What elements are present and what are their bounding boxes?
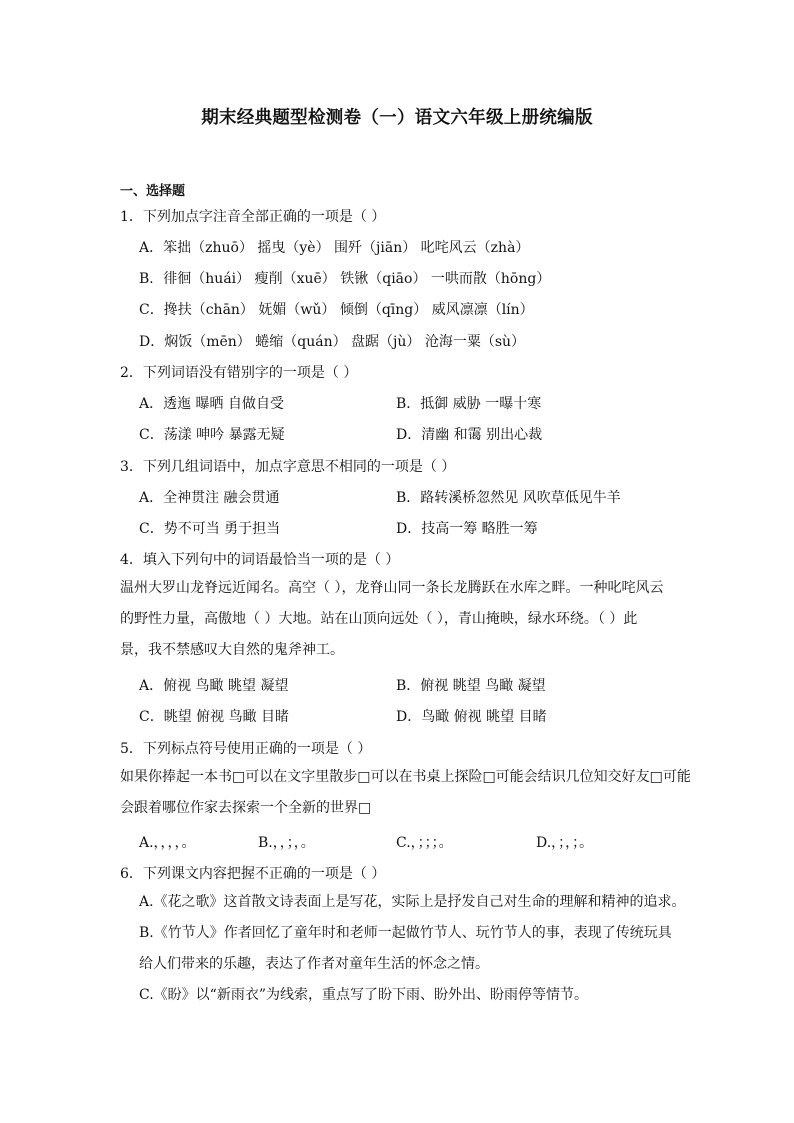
- question-4-passage-line: 的野性力量，高傲地（ ）大地。站在山顶向远处（ ），青山掩映，绿水环绕。（ ）此: [120, 611, 638, 627]
- question-2-option-d: D．清幽 和霭 别出心裁: [396, 427, 543, 443]
- page-title: 期末经典题型检测卷（一）语文六年级上册统编版: [201, 108, 593, 128]
- question-6-option-b-line: B.《竹节人》作者回忆了童年时和老师一起做竹节人、玩竹节人的事，表现了传统玩具: [139, 925, 672, 941]
- question-6-option-b-line: 给人们带来的乐趣，表达了作者对童年生活的怀念之情。: [139, 956, 489, 972]
- question-3-option-d: D．技高一筹 略胜一筹: [396, 521, 538, 537]
- question-2-stem: 2．下列词语没有错别字的一项是（ ）: [120, 365, 358, 381]
- question-5-passage: [120, 762, 691, 824]
- question-1-option-a: A．笨拙（zhuō） 摇曳（yè） 围歼（jiān） 叱咤风云（zhà）: [139, 240, 530, 256]
- question-5-option-a: A.，，，，。: [139, 835, 196, 851]
- question-2-option-a: A．透迤 曝晒 自做自受: [139, 396, 285, 412]
- question-6-option-c: C.《盼》以“新雨衣”为线索，重点写了盼下雨、盼外出、盼雨停等情节。: [139, 987, 588, 1003]
- question-5-passage-line: 如果你捧起一本书□可以在文字里散步□可以在书桌上探险□可能会结识几位知交好友□可能: [120, 769, 691, 785]
- question-4-passage: [120, 573, 678, 666]
- question-6-options: [139, 887, 686, 1011]
- question-4-passage-line: 景，我不禁感叹大自然的鬼斧神工。: [120, 642, 344, 658]
- question-3-option-b: B．路转溪桥忽然见 风吹草低见牛羊: [396, 490, 621, 506]
- question-4-passage-line: 温州大罗山龙脊远近闻名。高空（ ），龙脊山同一条长龙腾跃在水库之畔。一种叱咤风云: [120, 580, 664, 596]
- question-5-option-d: D.，；，；。: [536, 835, 594, 851]
- question-5-stem: 5．下列标点符号使用正确的一项是（ ）: [120, 741, 372, 757]
- question-3-option-a: A．全神贯注 融会贯通: [139, 490, 280, 506]
- question-6-option-a: A.《花之歌》这首散文诗表面上是写花，实际上是抒发自己对生命的理解和精神的追求。: [139, 894, 686, 910]
- question-1-stem: 1．下列加点字注音全部正确的一项是（ ）: [120, 209, 386, 225]
- question-4-option-d: D．鸟瞰 俯视 眺望 目睹: [396, 709, 547, 725]
- question-1-option-c: C．搀扶（chān） 妩媚（wǔ） 倾倒（qīng） 威风凛凛（lín）: [139, 302, 534, 318]
- question-4-option-c: C．眺望 俯视 鸟瞰 目睹: [139, 709, 290, 725]
- question-3-option-c: C．势不可当 勇于担当: [139, 521, 281, 537]
- question-4-option-b: B．俯视 眺望 鸟瞰 凝望: [396, 678, 546, 694]
- section-heading: 一、选择题: [120, 184, 186, 199]
- question-6-stem: 6．下列课文内容把握不正确的一项是（ ）: [120, 866, 386, 882]
- question-3-stem: 3．下列几组词语中，加点字意思不相同的一项是（ ）: [120, 459, 456, 475]
- question-2-option-b: B．抵御 威胁 一曝十寒: [396, 396, 542, 412]
- question-1-option-d: D．焖饭（mēn） 蜷缩（quán） 盘踞（jù） 沧海一粟（sù）: [139, 334, 526, 350]
- question-5-option-b: B.，，；，。: [258, 835, 315, 851]
- question-5-option-c: C.，；；；。: [396, 835, 453, 851]
- question-1-option-b: B．徘徊（huái） 瘦削（xuē） 铁锹（qiāo） 一哄而散（hōng）: [139, 271, 551, 287]
- question-5-passage-line: 会跟着哪位作家去探索一个全新的世界□: [120, 800, 372, 816]
- question-4-stem: 4．填入下列句中的词语最恰当一项的是（ ）: [120, 552, 400, 568]
- question-2-option-c: C．荡漾 呻吟 暴露无疑: [139, 427, 285, 443]
- question-4-option-a: A．俯视 鸟瞰 眺望 凝望: [139, 678, 289, 694]
